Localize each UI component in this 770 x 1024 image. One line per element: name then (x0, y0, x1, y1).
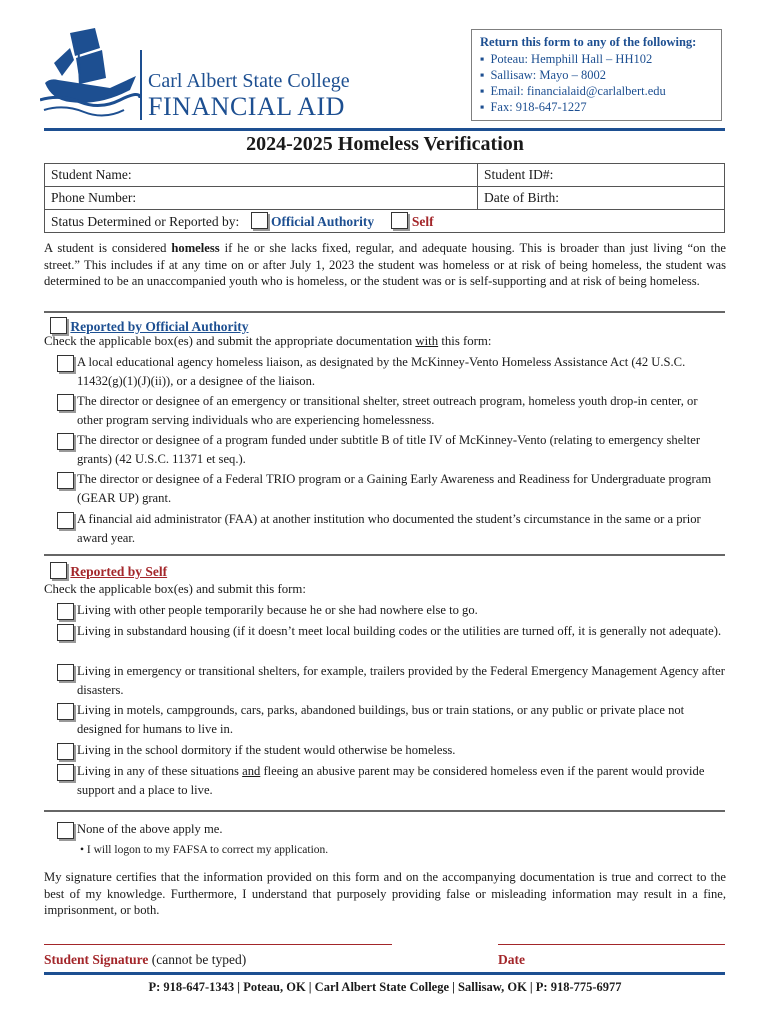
signature-label (44, 952, 246, 968)
department-name: FINANCIAL AID (148, 92, 345, 121)
self-item-checkbox[interactable] (57, 624, 74, 641)
official-item-text: A local educational agency homeless liaison, as designated by the McKinney-Vento Homeless Assistance Act (42 U.S.C. 11432(g)(1)(J)(ii)), or a designee of the liaison. (77, 355, 686, 388)
self-section-title: Reported by Self (70, 564, 168, 579)
official-instr-with: with (415, 334, 439, 348)
official-section-title: Reported by Official Authority (70, 319, 249, 334)
official-item-text: The director or designee of a program funded under subtitle B of title IV of McKinney-Vento (relating to emergency shelter grants) (42 U.S.C. 11371 et seq.). (77, 433, 701, 466)
self-section-heading (50, 562, 167, 580)
document-title: 2024-2025 Homeless Verification (246, 133, 524, 155)
official-item-text: The director or designee of a Federal TRIO program or a Gaining Early Awareness and Readiness for Undergraduate program (GEAR UP) grant. (77, 472, 712, 505)
status-label: Status Determined or Reported by: (51, 214, 240, 229)
official-section-rule (44, 311, 725, 313)
return-item-poteau: ▪ Poteau: Hemphill Hall – HH102 (480, 51, 713, 67)
dob-field[interactable]: Date of Birth: (478, 187, 725, 210)
self-checkbox[interactable] (391, 212, 408, 229)
abusive-text-a: Living in any of these situations (77, 764, 243, 778)
self-item-text: Living in the school dormitory if the student would otherwise be homeless. (77, 743, 456, 757)
self-label: Self (411, 214, 434, 229)
none-apply-checkbox[interactable] (57, 822, 74, 839)
official-item-checkbox[interactable] (57, 394, 74, 411)
return-item-fax: ▪ Fax: 918-647-1227 (480, 99, 713, 115)
official-authority-label: Official Authority (270, 214, 375, 229)
self-item-text: Living in motels, campgrounds, cars, parks, abandoned buildings, bus or train stations, or any public or private place not designed for humans to live in. (77, 703, 685, 736)
self-item-abusive-parent (57, 762, 725, 800)
abusive-text-and: and (242, 764, 261, 778)
self-instructions: Check the applicable box(es) and submit this form: (44, 582, 306, 596)
self-item-checkbox[interactable] (57, 743, 74, 760)
self-item-checkbox[interactable] (57, 703, 74, 720)
self-item-checkbox[interactable] (57, 603, 74, 620)
intro-bold: homeless (171, 241, 220, 255)
date-line[interactable] (498, 944, 725, 945)
official-item-checkbox[interactable] (57, 433, 74, 450)
self-item-motels (57, 701, 725, 739)
return-title: Return this form to any of the following: (480, 35, 697, 49)
status-row (45, 210, 725, 233)
self-item-checkbox[interactable] (57, 764, 74, 781)
official-section-heading (50, 317, 249, 335)
self-item-text: Living in substandard housing (if it doesn’t meet local building codes or the utilities are turned off, it is generally not adequate). (77, 624, 722, 638)
signature-line[interactable] (44, 944, 392, 945)
header-rule (44, 128, 725, 131)
college-name: Carl Albert State College (148, 70, 350, 92)
self-section-rule (44, 554, 725, 556)
self-item-text: Living in emergency or transitional shelters, for example, trailers provided by the Federal Emergency Management Agency after disasters. (77, 664, 725, 697)
none-apply-label: None of the above apply me. (77, 822, 223, 836)
fafsa-bullet-text: I will logon to my FAFSA to correct my application. (86, 844, 329, 856)
official-item-shelter (57, 392, 725, 430)
self-item-shelters (57, 662, 725, 700)
self-section-checkbox[interactable] (50, 562, 67, 579)
student-name-field[interactable]: Student Name: (45, 164, 478, 187)
official-item-text: The director or designee of an emergency or transitional shelter, street outreach program, homeless youth drop-in center, or other program serving individuals who are experiencing homelessness. (77, 394, 698, 427)
self-item-text (77, 762, 725, 800)
return-item-email[interactable]: ▪ Email: financialaid@carlalbert.edu (480, 83, 713, 99)
none-section-rule (44, 810, 725, 812)
official-item-text: A financial aid administrator (FAA) at another institution who documented the student’s circumstance in the same or a prior award year. (77, 512, 701, 545)
footer-rule (44, 972, 725, 975)
college-logo-icon (40, 28, 140, 118)
official-item-trio (57, 470, 725, 508)
signature-note: (cannot be typed) (151, 952, 247, 967)
none-apply-item (57, 820, 725, 839)
student-id-field[interactable]: Student ID#: (478, 164, 725, 187)
official-section-checkbox[interactable] (50, 317, 67, 334)
official-item-checkbox[interactable] (57, 355, 74, 372)
self-item-checkbox[interactable] (57, 664, 74, 681)
fafsa-bullet: • I will logon to my FAFSA to correct my application. (80, 844, 329, 856)
abusive-text-b: fleeing an abusive parent may be considered homeless even if the parent would provide support and a place to live. (77, 764, 705, 797)
student-info-table (44, 163, 725, 233)
official-instr-a: Check the applicable box(es) and submit the appropriate documentation (44, 334, 416, 348)
official-instr-b: this form: (438, 334, 492, 348)
official-item-liaison (57, 353, 725, 391)
return-info-box (471, 29, 722, 121)
self-item-substandard (57, 622, 725, 641)
official-item-checkbox[interactable] (57, 512, 74, 529)
phone-field[interactable]: Phone Number: (45, 187, 478, 210)
return-item-sallisaw: ▪ Sallisaw: Mayo – 8002 (480, 67, 713, 83)
official-item-checkbox[interactable] (57, 472, 74, 489)
self-item-other-people (57, 601, 725, 620)
intro-text-a: A student is considered (44, 241, 172, 255)
certification-text: My signature certifies that the information provided on this form and on the accompanying documentation is true and correct to the best of my knowledge. Furthermore, I understand that purposely providing false or misleading information may result in a fine, imprisonment, or both. (44, 870, 726, 917)
self-item-dormitory (57, 741, 725, 760)
official-item-faa (57, 510, 725, 548)
footer-contact: P: 918-647-1343 | Poteau, OK | Carl Albert State College | Sallisaw, OK | P: 918-775-6977 (148, 980, 622, 994)
self-item-text: Living with other people temporarily because he or she had nowhere else to go. (77, 603, 478, 617)
official-instructions (44, 334, 491, 349)
official-authority-checkbox[interactable] (251, 212, 268, 229)
homeless-definition (44, 240, 726, 290)
official-item-mckinney (57, 431, 725, 469)
intro-text-b: if he or she lacks fixed, regular, and adequate housing. This is broader than just living “on the street.” This includes if at any time on or after July 1, 2023 the student was homeless or at risk of being homeless, the student was determined to be an unaccompanied youth who is homeless, or the student was or is self-supporting and at risk of being homeless. (44, 241, 726, 288)
signature-title: Student Signature (44, 952, 149, 967)
logo-divider (140, 50, 142, 120)
date-label: Date (498, 952, 525, 967)
